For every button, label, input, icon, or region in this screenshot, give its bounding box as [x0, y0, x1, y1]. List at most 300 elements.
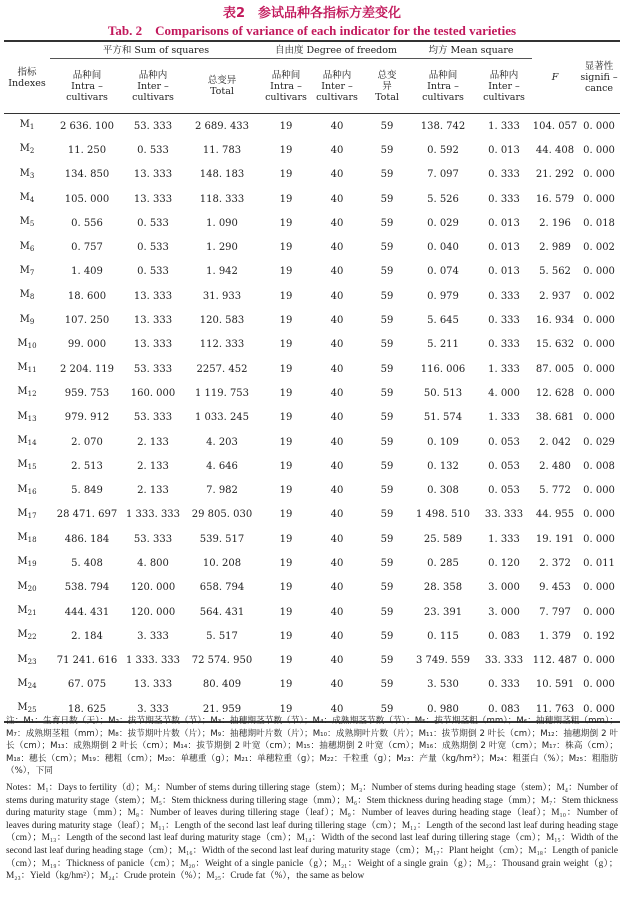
cell-ss-inter: 53. 333	[133, 533, 173, 545]
cell-ss-intra: 2. 070	[71, 436, 103, 448]
cell-ss-inter: 160. 000	[130, 387, 176, 399]
cell-df-inter: 40	[330, 533, 344, 545]
cell-ms-inter: 0. 333	[488, 290, 520, 302]
cell-ms-intra: 0. 115	[427, 630, 459, 642]
cell-f: 2. 196	[539, 217, 571, 229]
table-row	[4, 503, 620, 527]
cell-df-intra: 19	[279, 266, 293, 278]
cell-f: 5. 562	[539, 266, 571, 278]
cell-ms-inter: 33. 333	[484, 655, 524, 667]
cell-df-total: 59	[364, 697, 410, 722]
cell-ss-inter: 2. 133	[137, 460, 169, 472]
cell-df-intra: 19	[279, 557, 293, 569]
cell-df-intra: 19	[279, 412, 293, 424]
table-row	[4, 235, 620, 259]
table-row	[4, 527, 620, 551]
cell-ss-inter: 0. 533	[137, 144, 169, 156]
cell-ss-inter: 1 333. 333	[125, 509, 181, 521]
row-index: $M_1$	[19, 119, 35, 132]
cell-ss-intra: 18. 600	[67, 290, 107, 302]
cell-df-total: 59	[380, 485, 394, 497]
cell-ms-intra: 5. 645	[427, 315, 459, 327]
cell-ss-total: 118. 333	[199, 193, 245, 205]
row-index: $M_7$	[19, 264, 35, 277]
cell-sig: 0. 000	[578, 697, 620, 722]
cell-df-intra: 19	[279, 315, 293, 327]
cell-df-total: 59	[380, 217, 394, 229]
cell-ss-total: 1 119. 753	[194, 387, 250, 399]
cell-df-inter: 40	[330, 412, 344, 424]
cell-f: 112. 487	[532, 655, 578, 667]
cell-ms-inter: 33. 333	[484, 509, 524, 521]
row-index: $M_6$	[19, 240, 35, 253]
cell-df-inter: 40	[330, 557, 344, 569]
cell-df-inter: 40	[330, 290, 344, 302]
cell-f: 9. 453	[539, 582, 571, 594]
cell-f: 5. 772	[539, 485, 571, 497]
cell-ms-intra: 28. 358	[423, 582, 463, 594]
table-row	[4, 478, 620, 502]
table-row	[4, 211, 620, 235]
cell-f: 12. 628	[535, 387, 575, 399]
cell-ms-intra: 23. 391	[423, 606, 463, 618]
cell-ss-total: 11. 783	[202, 144, 242, 156]
cell-ss-total: 1. 942	[206, 266, 238, 278]
cell-ss-total: 120. 583	[199, 315, 245, 327]
cell-ms-inter: 3. 000	[488, 606, 520, 618]
table-row	[4, 333, 620, 357]
table-row	[4, 114, 620, 139]
cell-df-intra: 19	[279, 339, 293, 351]
cell-ss-inter: 120. 000	[130, 582, 176, 594]
cell-f: 15. 632	[535, 339, 575, 351]
cell-ss-intra: 11. 250	[67, 144, 107, 156]
cell-f: 38. 681	[535, 412, 575, 424]
cell-f: 2. 989	[539, 242, 571, 254]
row-index: $M_{20}$	[17, 580, 37, 593]
header-ms-inter: 品种内 Inter – cultivars	[476, 59, 532, 114]
cell-ms-intra: 0. 040	[427, 242, 459, 254]
cell-f: 10. 591	[535, 679, 575, 691]
table-row	[4, 381, 620, 405]
cell-ms-inter: 0. 013	[488, 144, 520, 156]
cell-df-total: 59	[380, 193, 394, 205]
cell-ss-intra: 28 471. 697	[56, 509, 118, 521]
header-significance: 显著性 signifi – cance	[578, 41, 620, 114]
header-ss-total: 总变异 Total	[182, 59, 262, 114]
cell-ss-inter: 53. 333	[133, 120, 173, 132]
cell-ss-inter: 13. 333	[133, 169, 173, 181]
cell-ss-intra: 486. 184	[64, 533, 110, 545]
cell-ss-intra: 18. 625	[50, 697, 124, 722]
cell-ms-inter: 0. 120	[488, 557, 520, 569]
table-title-en: Tab. 2 Comparisons of variance of each indicator for the tested varieties	[107, 23, 517, 38]
cell-df-intra: 19	[279, 582, 293, 594]
cell-ss-intra: 0. 556	[71, 217, 103, 229]
cell-df-inter: 40	[330, 120, 344, 132]
cell-ms-intra: 25. 589	[423, 533, 463, 545]
cell-df-total: 59	[380, 630, 394, 642]
header-group-mean-square: 均方 Mean square	[410, 41, 532, 59]
cell-df-intra: 19	[279, 363, 293, 375]
cell-ms-inter: 1. 333	[488, 120, 520, 132]
cell-ss-total: 80. 409	[202, 679, 242, 691]
cell-ss-intra: 444. 431	[64, 606, 110, 618]
cell-f: 87. 005	[535, 363, 575, 375]
row-index: $M_{11}$	[17, 362, 37, 375]
cell-ms-inter: 0. 083	[488, 630, 520, 642]
header-df-inter: 品种内 Inter – cultivars	[310, 59, 364, 114]
cell-ms-inter: 0. 083	[476, 697, 532, 722]
cell-ss-total: 658. 794	[199, 582, 245, 594]
cell-df-intra: 19	[279, 485, 293, 497]
cell-df-intra: 19	[279, 655, 293, 667]
cell-ms-inter: 0. 013	[488, 266, 520, 278]
cell-ms-inter: 0. 053	[488, 485, 520, 497]
row-index: $M_{19}$	[17, 556, 37, 569]
cell-df-intra: 19	[279, 217, 293, 229]
table-title-cn: 表2 参试品种各指标方差变化	[222, 6, 402, 21]
cell-df-total: 59	[380, 582, 394, 594]
cell-ss-inter: 13. 333	[133, 315, 173, 327]
cell-df-inter: 40	[330, 679, 344, 691]
cell-ss-intra: 538. 794	[64, 582, 110, 594]
cell-sig: 0. 000	[583, 679, 615, 691]
table-row	[4, 260, 620, 284]
cell-df-intra: 19	[279, 387, 293, 399]
cell-df-inter: 40	[330, 339, 344, 351]
cell-ms-inter: 0. 333	[488, 193, 520, 205]
cell-f: 44. 408	[535, 144, 575, 156]
header-f: F	[532, 41, 578, 114]
cell-df-total: 59	[380, 290, 394, 302]
row-index: $M_{15}$	[17, 459, 37, 472]
cell-sig: 0. 000	[583, 606, 615, 618]
cell-ms-intra: 0. 029	[427, 217, 459, 229]
cell-ss-intra: 979. 912	[64, 412, 110, 424]
table-row	[4, 454, 620, 478]
cell-ms-intra: 116. 006	[420, 363, 466, 375]
cell-ss-intra: 1. 409	[71, 266, 103, 278]
cell-df-intra: 19	[279, 679, 293, 691]
table-row	[4, 649, 620, 673]
cell-df-inter: 40	[330, 315, 344, 327]
cell-ms-inter: 1. 333	[488, 412, 520, 424]
table-row	[4, 430, 620, 454]
cell-ss-total: 29 805. 030	[191, 509, 253, 521]
cell-df-total: 59	[380, 339, 394, 351]
cell-df-inter: 40	[330, 169, 344, 181]
cell-ms-intra: 5. 211	[427, 339, 459, 351]
cell-df-inter: 40	[330, 217, 344, 229]
row-index: $M_{17}$	[17, 507, 37, 520]
table-row	[4, 624, 620, 648]
cell-sig: 0. 000	[583, 655, 615, 667]
cell-sig: 0. 000	[583, 412, 615, 424]
cell-ms-inter: 0. 333	[488, 315, 520, 327]
cell-df-total: 59	[380, 655, 394, 667]
cell-ss-total: 72 574. 950	[191, 655, 253, 667]
table-row	[4, 406, 620, 430]
cell-ms-intra: 7. 097	[427, 169, 459, 181]
row-index: $M_{22}$	[17, 629, 37, 642]
cell-df-total: 59	[380, 533, 394, 545]
cell-ss-inter: 13. 333	[133, 193, 173, 205]
row-index: $M_{23}$	[17, 653, 37, 666]
cell-sig: 0. 000	[583, 315, 615, 327]
cell-f: 16. 934	[535, 315, 575, 327]
cell-df-inter: 40	[310, 697, 364, 722]
table-row	[4, 600, 620, 624]
row-index: $M_8$	[19, 289, 35, 302]
cell-df-inter: 40	[330, 485, 344, 497]
cell-ss-total: 10. 208	[202, 557, 242, 569]
cell-ss-intra: 2 204. 119	[59, 363, 115, 375]
cell-sig: 0. 008	[583, 460, 615, 472]
cell-ss-total: 1 033. 245	[194, 412, 250, 424]
cell-df-total: 59	[380, 436, 394, 448]
cell-ms-intra: 0. 592	[427, 144, 459, 156]
cell-ss-total: 5. 517	[206, 630, 238, 642]
cell-df-inter: 40	[330, 193, 344, 205]
cell-ss-intra: 5. 849	[71, 485, 103, 497]
cell-ss-intra: 134. 850	[64, 169, 110, 181]
notes-english: Notes：M₁：Days to fertility（d）；M₂：Number of stems during tillering stage（stem）；M₃：Number of stems during heading stage（stem）；M₄：Number of stems during maturity stage（stem）；M₅：Stem thickness during tillering stage（mm）；M₆：Stem thickness during heading stage（mm）；M₇：Stem thickness during maturity stage（mm）；M₈：Number of leaves during tillering stage（leaf）；M₉：Number of leaves during heading stage（leaf）；M₁₀：Number of leaves during maturity stage（leaf）；M₁₁：Length of the second last leaf during tillering stage（cm）；M₁₂：Length of the second last leaf during heading stage（cm）；M₁₃：Length of the second last leaf during maturity stage（cm）；M₁₄：Width of the second last leaf during tillering stage（cm）；M₁₅：Width of the second last leaf during heading stage（cm）；M₁₆：Width of the second last leaf during maturity stage（cm）；M₁₇：Plant height（cm）；M₁₈：Length of panicle（cm）；M₁₉：Thickness of panicle（cm）；M₂₀：Weight of a single panicle（g）；M₂₁：Weight of a single grain（g）；M₂₂：Thousand grain weight（g）；M₂₃：Yield（kg/hm²）；M₂₄：Crude protein（%）；M₂₅：Crude fat（%），the same as below	[6, 783, 618, 882]
row-index: $M_{25}$	[4, 697, 50, 722]
cell-ss-total: 2257. 452	[196, 363, 248, 375]
cell-ss-total: 1. 090	[206, 217, 238, 229]
cell-ms-inter: 0. 053	[488, 436, 520, 448]
table-row	[4, 576, 620, 600]
cell-ms-inter: 0. 013	[488, 217, 520, 229]
cell-df-intra: 19	[262, 697, 310, 722]
cell-df-inter: 40	[330, 144, 344, 156]
cell-ms-intra: 138. 742	[420, 120, 466, 132]
cell-ss-intra: 2. 184	[71, 630, 103, 642]
row-index: $M_{18}$	[17, 532, 37, 545]
cell-sig: 0. 000	[583, 533, 615, 545]
header-ss-inter: 品种内 Inter – cultivars	[124, 59, 182, 114]
cell-df-inter: 40	[330, 387, 344, 399]
cell-ss-total: 31. 933	[202, 290, 242, 302]
cell-df-inter: 40	[330, 460, 344, 472]
cell-f: 1. 379	[539, 630, 571, 642]
cell-df-total: 59	[380, 242, 394, 254]
cell-ss-intra: 2 636. 100	[59, 120, 115, 132]
cell-ss-inter: 53. 333	[133, 363, 173, 375]
cell-ms-intra: 0. 285	[427, 557, 459, 569]
cell-sig: 0. 000	[583, 169, 615, 181]
cell-df-intra: 19	[279, 290, 293, 302]
cell-f: 7. 797	[539, 606, 571, 618]
cell-ss-inter: 13. 333	[133, 290, 173, 302]
cell-ms-inter: 0. 333	[488, 339, 520, 351]
cell-f: 44. 955	[535, 509, 575, 521]
cell-sig: 0. 000	[583, 387, 615, 399]
row-index: $M_{13}$	[17, 410, 37, 423]
row-index: $M_{10}$	[17, 337, 37, 350]
cell-df-intra: 19	[279, 120, 293, 132]
cell-sig: 0. 000	[583, 266, 615, 278]
cell-ss-total: 7. 982	[206, 485, 238, 497]
cell-ss-inter: 2. 133	[137, 436, 169, 448]
cell-df-intra: 19	[279, 242, 293, 254]
cell-sig: 0. 018	[583, 217, 615, 229]
header-df-intra: 品种间 Intra – cultivars	[262, 59, 310, 114]
cell-ss-inter: 13. 333	[133, 339, 173, 351]
cell-ss-inter: 4. 800	[137, 557, 169, 569]
cell-ms-inter: 3. 000	[488, 582, 520, 594]
cell-df-total: 59	[380, 169, 394, 181]
cell-ms-inter: 1. 333	[488, 533, 520, 545]
cell-ss-total: 1. 290	[206, 242, 238, 254]
cell-df-inter: 40	[330, 582, 344, 594]
cell-ms-inter: 0. 013	[488, 242, 520, 254]
cell-ms-intra: 3 749. 559	[415, 655, 471, 667]
cell-ms-inter: 0. 053	[488, 460, 520, 472]
cell-ms-intra: 50. 513	[423, 387, 463, 399]
cell-df-inter: 40	[330, 436, 344, 448]
cell-ms-inter: 1. 333	[488, 363, 520, 375]
cell-df-inter: 40	[330, 606, 344, 618]
row-index: $M_{21}$	[17, 605, 37, 618]
cell-df-total: 59	[380, 557, 394, 569]
cell-f: 21. 292	[535, 169, 575, 181]
header-group-degree-of-freedom: 自由度 Degree of freedom	[262, 41, 410, 59]
cell-ss-inter: 53. 333	[133, 412, 173, 424]
cell-sig: 0. 000	[583, 339, 615, 351]
cell-ms-intra: 0. 308	[427, 485, 459, 497]
cell-ms-intra: 5. 526	[427, 193, 459, 205]
cell-ss-intra: 99. 000	[67, 339, 107, 351]
row-index: $M_5$	[19, 216, 35, 229]
cell-sig: 0. 000	[583, 120, 615, 132]
cell-sig: 0. 000	[583, 485, 615, 497]
cell-df-total: 59	[380, 460, 394, 472]
table-row	[4, 187, 620, 211]
cell-df-inter: 40	[330, 363, 344, 375]
cell-df-inter: 40	[330, 630, 344, 642]
cell-df-total: 59	[380, 679, 394, 691]
table-row	[4, 673, 620, 697]
cell-df-total: 59	[380, 363, 394, 375]
header-df-total: 总变 异 Total	[364, 59, 410, 114]
cell-ss-total: 539. 517	[199, 533, 245, 545]
cell-ss-intra: 105. 000	[64, 193, 110, 205]
cell-sig: 0. 000	[583, 193, 615, 205]
cell-df-intra: 19	[279, 144, 293, 156]
cell-ms-intra: 3. 530	[427, 679, 459, 691]
cell-ss-inter: 3. 333	[124, 697, 182, 722]
cell-df-total: 59	[380, 509, 394, 521]
cell-ss-inter: 0. 533	[137, 266, 169, 278]
cell-ss-inter: 1 333. 333	[125, 655, 181, 667]
cell-df-intra: 19	[279, 193, 293, 205]
cell-f: 2. 480	[539, 460, 571, 472]
cell-f: 19. 191	[535, 533, 575, 545]
cell-ms-intra: 0. 980	[410, 697, 476, 722]
cell-sig: 0. 011	[583, 557, 615, 569]
cell-f: 2. 372	[539, 557, 571, 569]
cell-df-intra: 19	[279, 509, 293, 521]
cell-ss-intra: 2. 513	[71, 460, 103, 472]
row-index: $M_2$	[19, 143, 35, 156]
cell-ss-total: 4. 203	[206, 436, 238, 448]
row-index: $M_{14}$	[17, 435, 37, 447]
table-row	[4, 284, 620, 308]
cell-df-inter: 40	[330, 655, 344, 667]
cell-f: 104. 057	[532, 120, 578, 132]
cell-sig: 0. 002	[583, 242, 615, 254]
row-index: $M_{12}$	[17, 386, 37, 399]
cell-ss-intra: 5. 408	[71, 557, 103, 569]
cell-df-total: 59	[380, 266, 394, 278]
cell-ms-intra: 0. 979	[427, 290, 459, 302]
cell-ss-inter: 0. 533	[137, 217, 169, 229]
table-row	[4, 357, 620, 381]
cell-ms-intra: 1 498. 510	[415, 509, 471, 521]
cell-df-total: 59	[380, 387, 394, 399]
cell-ss-inter: 120. 000	[130, 606, 176, 618]
header-indexes: 指标 Indexes	[4, 41, 50, 114]
table-row	[4, 308, 620, 332]
cell-df-inter: 40	[330, 242, 344, 254]
header-ss-intra: 品种间 Intra – cultivars	[50, 59, 124, 114]
cell-df-total: 59	[380, 315, 394, 327]
cell-sig: 0. 000	[583, 582, 615, 594]
cell-sig: 0. 000	[583, 144, 615, 156]
cell-df-intra: 19	[279, 436, 293, 448]
cell-ss-inter: 2. 133	[137, 485, 169, 497]
cell-df-inter: 40	[330, 509, 344, 521]
cell-sig: 0. 192	[583, 630, 615, 642]
cell-sig: 0. 029	[583, 436, 615, 448]
row-index: $M_3$	[19, 167, 35, 180]
cell-ss-inter: 0. 533	[137, 242, 169, 254]
row-index: $M_9$	[19, 313, 35, 326]
cell-f: 16. 579	[535, 193, 575, 205]
row-index: $M_{24}$	[17, 677, 37, 690]
cell-ss-total: 112. 333	[199, 339, 245, 351]
cell-df-intra: 19	[279, 460, 293, 472]
cell-df-total: 59	[380, 144, 394, 156]
cell-sig: 0. 000	[583, 363, 615, 375]
cell-sig: 0. 000	[583, 509, 615, 521]
cell-df-total: 59	[380, 606, 394, 618]
cell-ss-total: 148. 183	[199, 169, 245, 181]
cell-ms-intra: 0. 074	[427, 266, 459, 278]
table-row	[4, 551, 620, 575]
cell-f: 2. 042	[539, 436, 571, 448]
cell-f: 11. 763	[532, 697, 578, 722]
header-group-sum-of-squares: 平方和 Sum of squares	[50, 41, 262, 59]
cell-df-intra: 19	[279, 606, 293, 618]
table-row	[4, 163, 620, 187]
cell-ss-intra: 107. 250	[64, 315, 110, 327]
cell-ss-intra: 0. 757	[71, 242, 103, 254]
cell-ss-inter: 13. 333	[133, 679, 173, 691]
row-index: $M_4$	[19, 192, 35, 205]
cell-ms-inter: 0. 333	[488, 679, 520, 691]
table-body	[4, 114, 620, 723]
cell-df-intra: 19	[279, 630, 293, 642]
cell-ms-intra: 0. 109	[427, 436, 459, 448]
cell-ss-inter: 3. 333	[137, 630, 169, 642]
row-index: $M_{16}$	[17, 483, 37, 496]
notes-chinese: 注：M₁：生育日数（天）；M₂：拔节期茎节数（节）；M₃：抽穗期茎节数（节）；M₄：成熟期茎节数（节）；M₅：拔节期茎粗（mm）；M₆：抽穗期茎粗（mm）；M₇：成熟期茎粗（mm）；M₈：拔节期叶片数（片）；M₉：抽穗期叶片数（片）；M₁₀：成熟期叶片数（片）；M₁₁：拔节期倒 2 叶长（cm）；M₁₂：抽穗期倒 2 叶长（cm）；M₁₃：成熟期倒 2 叶长（cm）；M₁₄：拔节期倒 2 叶宽（cm）；M₁₅：抽穗期倒 2 叶宽（cm）；M₁₆：成熟期倒 2 叶宽（cm）；M₁₇：株高（cm）；M₁₈：穗长（cm）；M₁₉：穗粗（cm）；M₂₀：单穗重（g）；M₂₁：单穗粒重（g）；M₂₂：千粒重（g）；M₂₃：产量（kg/hm²）；M₂₄：粗蛋白（%）；M₂₅：粗脂肪（%），下同	[6, 716, 618, 777]
cell-ss-total: 2 689. 433	[194, 120, 250, 132]
cell-ms-inter: 0. 333	[488, 169, 520, 181]
